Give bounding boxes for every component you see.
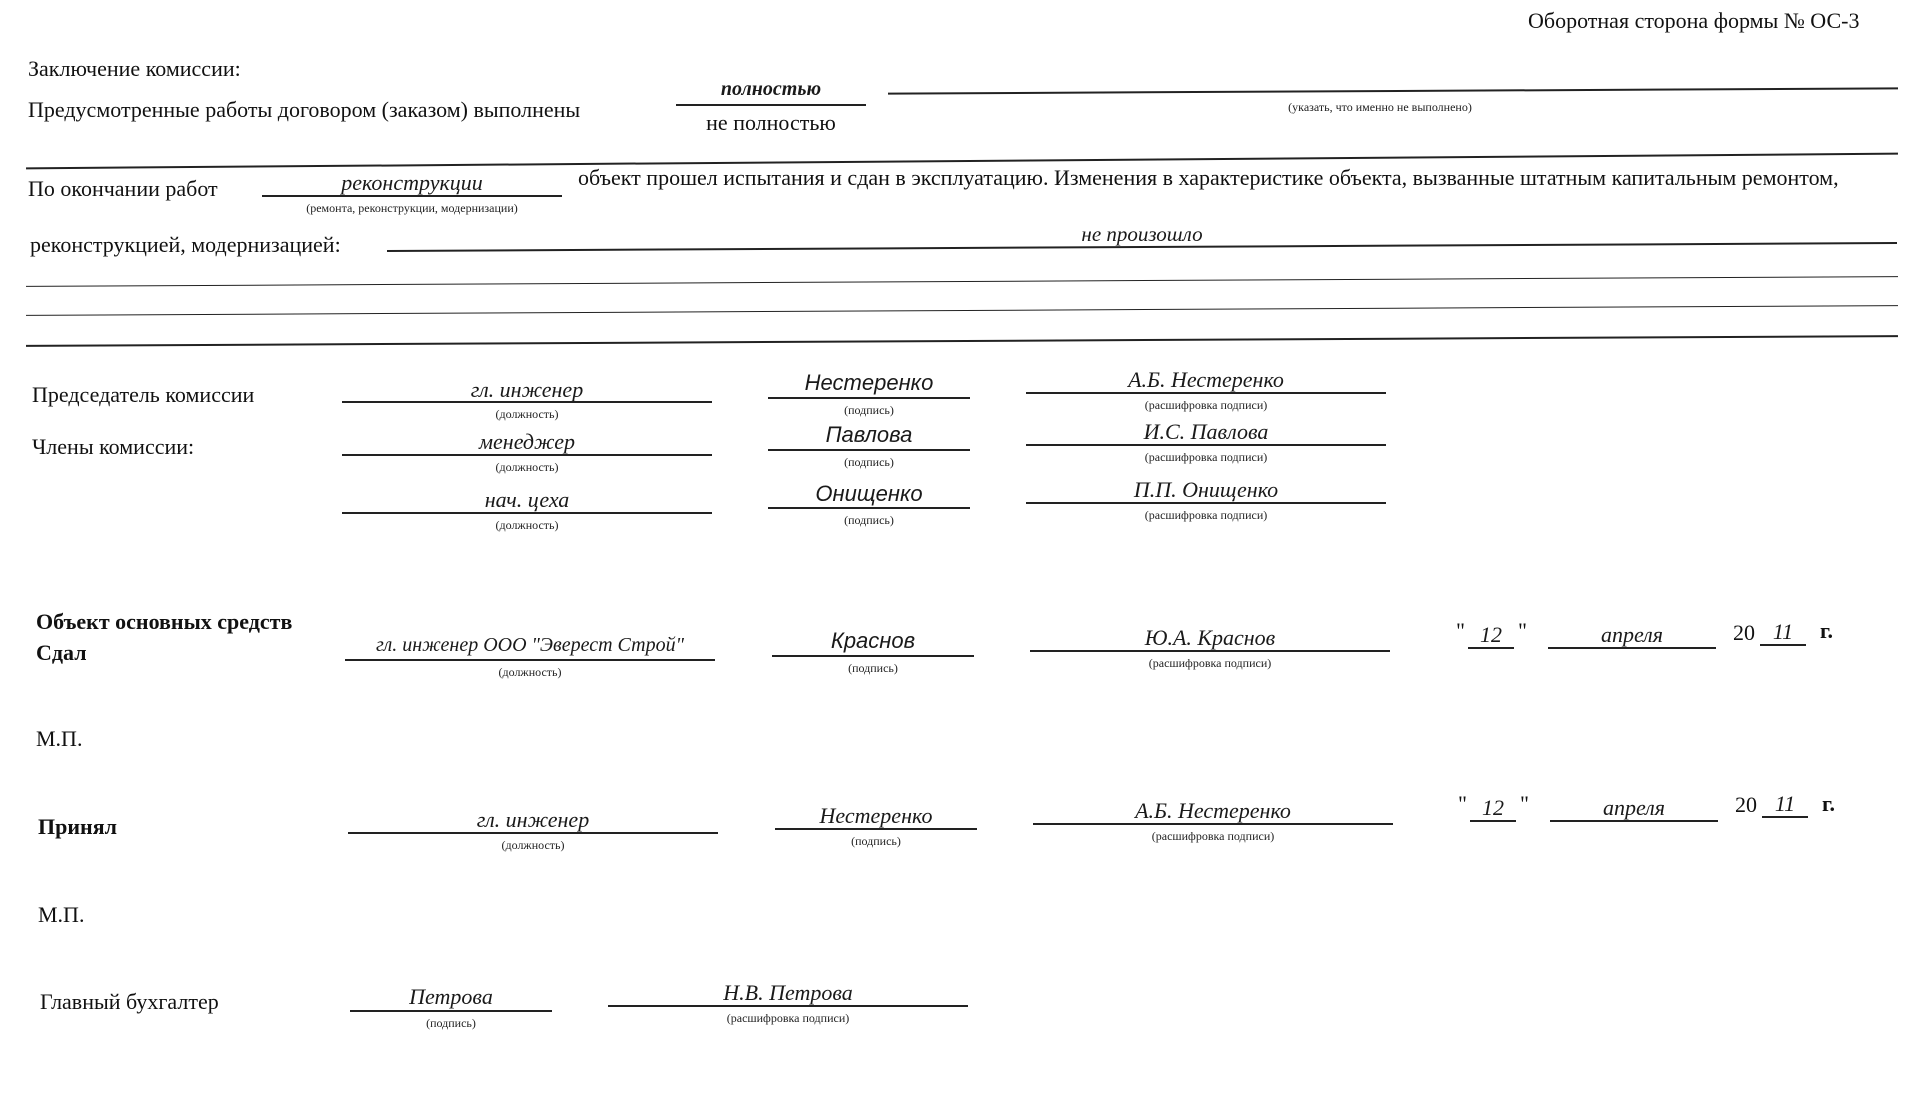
chairman-signature: Нестеренко (804, 370, 934, 395)
member2-position-line (342, 512, 712, 514)
accountant-signature-caption: (подпись) (426, 1016, 476, 1030)
member1-full-name-line (1026, 444, 1386, 446)
acceptance-position-line (348, 832, 718, 834)
handover-stamp-label: М.П. (36, 726, 83, 751)
form-side-label: Оборотная сторона формы № ОС-3 (1528, 8, 1860, 33)
accountant-full-name: Н.В. Петрова (723, 980, 853, 1005)
chairman-position: гл. инженер (470, 377, 584, 402)
handover-position-caption: (должность) (498, 665, 562, 679)
member2-full-name-caption: (расшифровка подписи) (1144, 508, 1268, 522)
accountant-label: Главный бухгалтер (40, 989, 219, 1014)
work-type-caption: (ремонта, реконструкции, модернизации) (306, 201, 518, 215)
blank-line-1 (26, 276, 1898, 287)
works-label: Предусмотренные работы договором (заказом) выполнены (28, 97, 581, 122)
not-done-line (888, 87, 1898, 94)
member1-position-caption: (должность) (495, 460, 559, 474)
after-works-label: По окончании работ (28, 176, 218, 201)
acceptance-quote-close: " (1520, 791, 1529, 816)
member1-position: менеджер (478, 429, 575, 454)
acceptance-year-prefix: 20 (1735, 792, 1757, 817)
acceptance-signature-line (775, 828, 977, 830)
acceptance-day: 12 (1482, 795, 1504, 820)
member2-position: нач. цеха (484, 487, 570, 512)
chairman-signature-caption: (подпись) (844, 403, 894, 417)
acceptance-year-unit: г. (1822, 791, 1836, 816)
chairman-full-name: А.Б. Нестеренко (1128, 367, 1284, 392)
work-type-value: реконструкции (341, 170, 483, 195)
handover-year-unit: г. (1820, 618, 1834, 643)
chairman-full-name-line (1026, 392, 1386, 394)
chairman-position-line (342, 401, 712, 403)
acceptance-position-caption: (должность) (501, 838, 565, 852)
chairman-full-name-caption: (расшифровка подписи) (1144, 398, 1268, 412)
accountant-full-name-line (608, 1005, 968, 1007)
handover-full-name-caption: (расшифровка подписи) (1148, 656, 1272, 670)
handover-year-suffix: 11 (1772, 619, 1794, 644)
blank-line-2 (26, 305, 1898, 316)
option-full: полностью (720, 78, 822, 100)
chairman-signature-line (768, 397, 970, 399)
accountant-full-name-caption: (расшифровка подписи) (726, 1011, 850, 1025)
not-done-caption: (указать, что именно не выполнено) (1288, 100, 1472, 114)
handover-month-line (1548, 647, 1716, 649)
member1-position-line (342, 454, 712, 456)
handover-quote-close: " (1518, 618, 1527, 643)
acceptance-full-name-line (1033, 823, 1393, 825)
handover-full-name: Ю.А. Краснов (1144, 625, 1276, 650)
member1-signature-line (768, 449, 970, 451)
handover-signature-caption: (подпись) (848, 661, 898, 675)
acceptance-full-name-caption: (расшифровка подписи) (1151, 829, 1275, 843)
member2-full-name: П.П. Онищенко (1133, 477, 1279, 502)
acceptance-day-line (1470, 820, 1516, 822)
handover-position: гл. инженер ООО "Эверест Строй" (376, 634, 684, 656)
acceptance-full-name: А.Б. Нестеренко (1135, 798, 1291, 823)
member1-signature: Павлова (825, 422, 913, 447)
member1-full-name-caption: (расшифровка подписи) (1144, 450, 1268, 464)
conclusion-title: Заключение комиссии: (28, 56, 241, 81)
handover-position-line (345, 659, 715, 661)
acceptance-stamp-label: М.П. (38, 902, 85, 927)
handover-month: апреля (1600, 622, 1664, 647)
acceptance-signature: Нестеренко (819, 803, 933, 828)
acceptance-month: апреля (1602, 795, 1666, 820)
member1-full-name: И.С. Павлова (1143, 419, 1269, 444)
acceptance-signature-caption: (подпись) (851, 834, 901, 848)
handover-signature-line (772, 655, 974, 657)
handover-day: 12 (1480, 622, 1502, 647)
option-partial: не полностью (706, 110, 836, 135)
member2-signature-line (768, 507, 970, 509)
blank-line-3 (26, 335, 1898, 347)
chairman-label: Председатель комиссии (32, 382, 255, 407)
acceptance-quote-open: " (1458, 791, 1467, 816)
acceptance-year-suffix: 11 (1774, 791, 1796, 816)
handover-full-name-line (1030, 650, 1390, 652)
handover-year-line (1760, 644, 1806, 646)
member1-signature-caption: (подпись) (844, 455, 894, 469)
handover-label-line2: Сдал (36, 640, 87, 665)
acceptance-label: Принял (38, 814, 117, 839)
accountant-signature: Петрова (409, 984, 493, 1009)
acceptance-month-line (1550, 820, 1718, 822)
members-label: Члены комиссии: (32, 434, 195, 459)
changes-value: не произошло (1081, 222, 1203, 246)
handover-quote-open: " (1456, 618, 1465, 643)
member2-signature-caption: (подпись) (844, 513, 894, 527)
accountant-signature-line (350, 1010, 552, 1012)
handover-label-line1: Объект основных средств (36, 609, 293, 634)
acceptance-year-line (1762, 816, 1808, 818)
member2-full-name-line (1026, 502, 1386, 504)
option-full-line (676, 104, 866, 106)
changes-label: реконструкцией, модернизацией: (30, 232, 341, 257)
handover-signature: Краснов (830, 628, 916, 653)
acceptance-position: гл. инженер (476, 807, 590, 832)
member2-signature: Онищенко (815, 481, 923, 506)
handover-day-line (1468, 647, 1514, 649)
handover-year-prefix: 20 (1733, 620, 1755, 645)
member2-position-caption: (должность) (495, 518, 559, 532)
work-type-line (262, 195, 562, 197)
chairman-position-caption: (должность) (495, 407, 559, 421)
object-text: объект прошел испытания и сдан в эксплуатацию. Изменения в характеристике объекта, вызванные штатным капитальным ремонтом, (578, 165, 1839, 190)
